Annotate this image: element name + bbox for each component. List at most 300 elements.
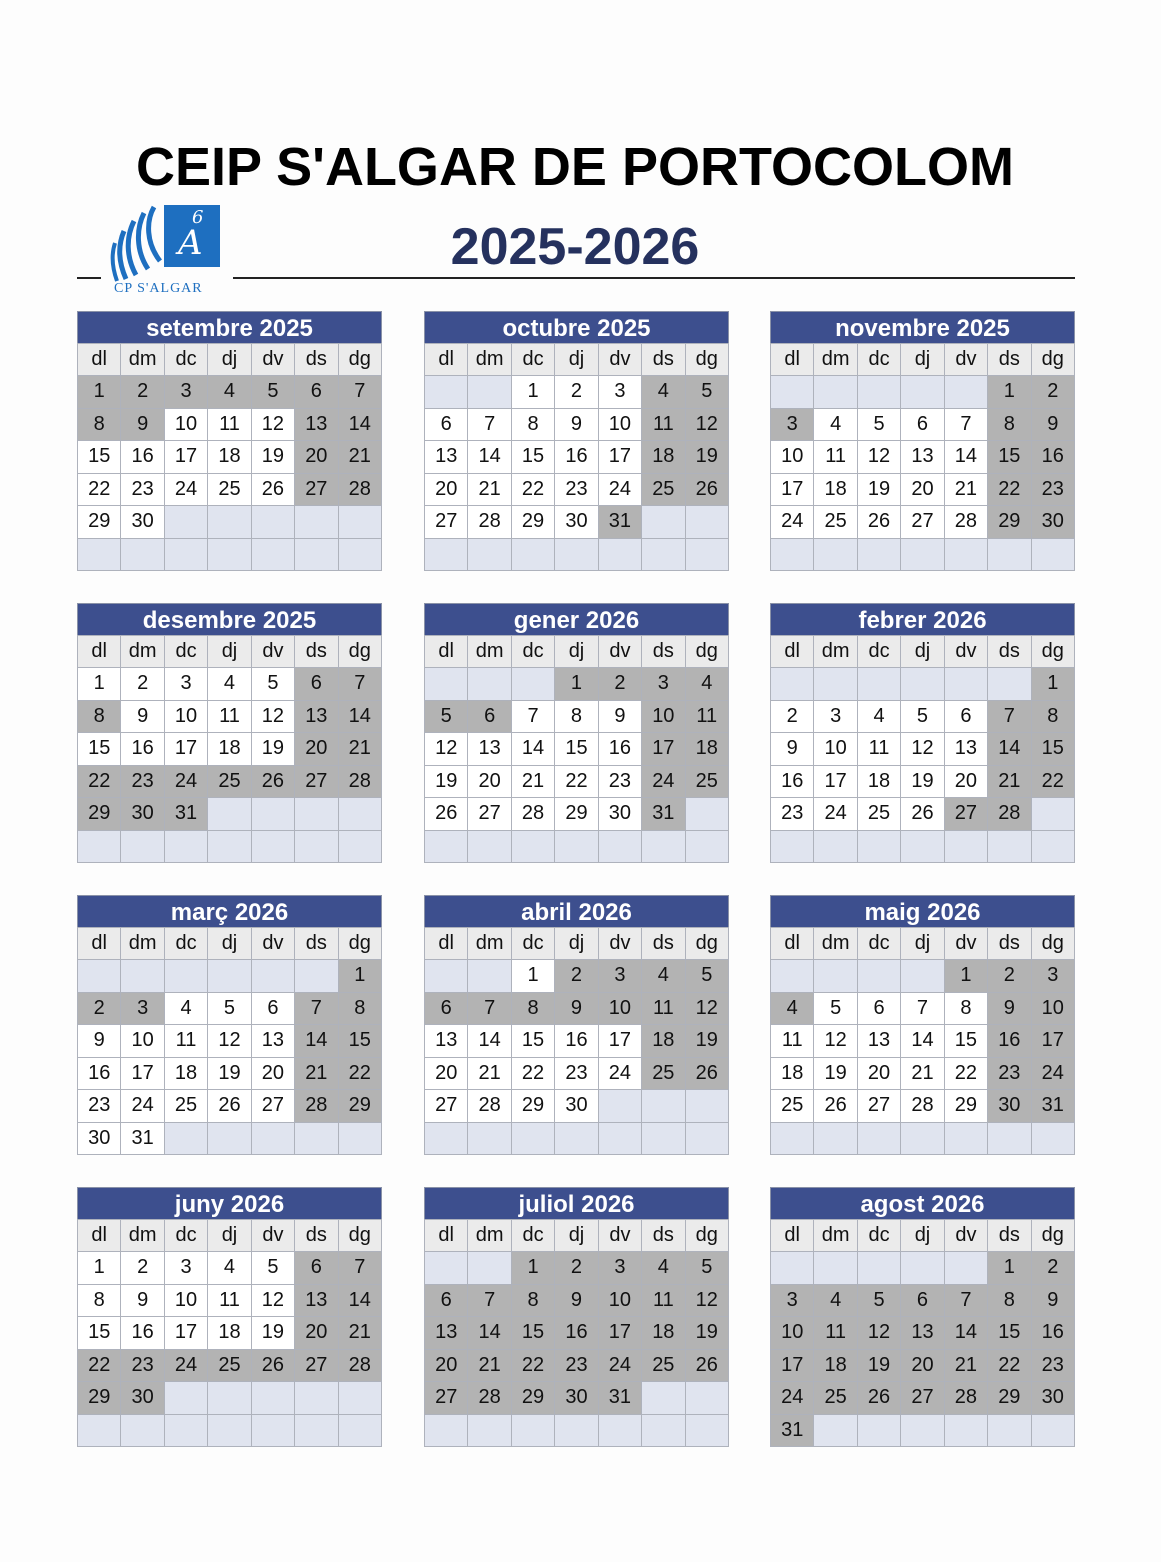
school-day: 5: [814, 992, 857, 1025]
empty-day: [901, 668, 944, 701]
school-day: 11: [208, 408, 251, 441]
holiday-day: 21: [944, 1349, 987, 1382]
school-day: 2: [121, 668, 164, 701]
school-day: 24: [598, 473, 641, 506]
holiday-day: 21: [338, 733, 381, 766]
school-day: 7: [901, 992, 944, 1025]
school-day: 5: [901, 700, 944, 733]
holiday-day: 2: [78, 992, 121, 1025]
holiday-day: 5: [685, 1252, 728, 1285]
weekday-header: ds: [642, 928, 685, 960]
holiday-day: 27: [295, 473, 338, 506]
school-day: 20: [944, 765, 987, 798]
holiday-day: 25: [685, 765, 728, 798]
empty-day: [208, 830, 251, 863]
school-day: 4: [208, 668, 251, 701]
holiday-day: 31: [598, 1382, 641, 1415]
weekday-header: dc: [857, 344, 900, 376]
holiday-day: 7: [468, 1284, 511, 1317]
weekday-header: dv: [944, 1220, 987, 1252]
weekday-header: dl: [771, 636, 814, 668]
empty-day: [857, 830, 900, 863]
empty-day: [814, 1252, 857, 1285]
empty-day: [857, 1252, 900, 1285]
school-day: 19: [425, 765, 468, 798]
holiday-day: 7: [338, 668, 381, 701]
month-grid: [424, 635, 729, 863]
empty-day: [164, 1382, 207, 1415]
empty-day: [555, 538, 598, 571]
school-day: 9: [771, 733, 814, 766]
school-name: CEIP S'ALGAR DE PORTOCOLOM: [136, 137, 1014, 197]
empty-day: [944, 1252, 987, 1285]
weekday-header: dc: [511, 344, 554, 376]
school-day: 28: [944, 506, 987, 539]
holiday-day: 25: [208, 1349, 251, 1382]
holiday-day: 6: [425, 1284, 468, 1317]
empty-day: [164, 1414, 207, 1447]
holiday-day: 23: [1031, 1349, 1074, 1382]
empty-day: [208, 1122, 251, 1155]
school-day: 5: [251, 1252, 294, 1285]
school-day: 25: [164, 1090, 207, 1123]
school-day: 27: [425, 506, 468, 539]
school-day: 5: [857, 408, 900, 441]
school-day: 12: [251, 700, 294, 733]
holiday-day: 13: [901, 1317, 944, 1350]
holiday-day: 7: [468, 992, 511, 1025]
holiday-day: 24: [598, 1349, 641, 1382]
empty-day: [814, 668, 857, 701]
holiday-day: 10: [771, 1317, 814, 1350]
school-day: 6: [901, 408, 944, 441]
holiday-day: 8: [511, 1284, 554, 1317]
weekday-header: dl: [425, 1220, 468, 1252]
school-day: 21: [468, 1057, 511, 1090]
empty-day: [251, 830, 294, 863]
school-day: 26: [251, 473, 294, 506]
holiday-day: 4: [685, 668, 728, 701]
empty-day: [685, 1122, 728, 1155]
month-calendar: [77, 1187, 382, 1447]
holiday-day: 24: [642, 765, 685, 798]
empty-day: [511, 830, 554, 863]
empty-day: [78, 538, 121, 571]
empty-day: [338, 538, 381, 571]
empty-day: [164, 960, 207, 993]
holiday-day: 20: [295, 1317, 338, 1350]
month-calendar: [424, 895, 729, 1155]
school-day: 14: [901, 1025, 944, 1058]
empty-day: [988, 668, 1031, 701]
school-day: 13: [251, 1025, 294, 1058]
holiday-day: 19: [685, 1317, 728, 1350]
school-day: 6: [425, 408, 468, 441]
school-day: 26: [857, 506, 900, 539]
weekday-header: dm: [468, 344, 511, 376]
holiday-day: 15: [338, 1025, 381, 1058]
weekday-header: dm: [814, 636, 857, 668]
empty-day: [425, 1252, 468, 1285]
holiday-day: 20: [295, 441, 338, 474]
holiday-day: 17: [1031, 1025, 1074, 1058]
empty-day: [295, 506, 338, 539]
holiday-day: 27: [295, 765, 338, 798]
school-day: 24: [164, 473, 207, 506]
weekday-header: dm: [121, 636, 164, 668]
weekday-header: ds: [988, 1220, 1031, 1252]
school-day: 16: [555, 441, 598, 474]
empty-day: [685, 1090, 728, 1123]
school-day: 29: [511, 1090, 554, 1123]
holiday-day: 14: [338, 1284, 381, 1317]
weekday-header: ds: [988, 928, 1031, 960]
holiday-day: 17: [771, 1349, 814, 1382]
empty-day: [771, 538, 814, 571]
school-day: 22: [511, 1057, 554, 1090]
empty-day: [857, 960, 900, 993]
holiday-day: 3: [598, 1252, 641, 1285]
school-day: 16: [121, 1317, 164, 1350]
holiday-day: 26: [685, 473, 728, 506]
holiday-day: 10: [598, 992, 641, 1025]
empty-day: [901, 376, 944, 409]
empty-day: [121, 960, 164, 993]
empty-day: [685, 1414, 728, 1447]
holiday-day: 26: [251, 1349, 294, 1382]
school-day: 12: [208, 1025, 251, 1058]
holiday-day: 9: [1031, 408, 1074, 441]
school-day: 23: [78, 1090, 121, 1123]
school-day: 12: [814, 1025, 857, 1058]
holiday-day: 12: [685, 992, 728, 1025]
empty-day: [338, 506, 381, 539]
holiday-day: 17: [598, 1317, 641, 1350]
month-grid: [770, 343, 1075, 571]
school-day: 11: [208, 700, 251, 733]
school-day: 20: [901, 473, 944, 506]
school-day: 12: [857, 441, 900, 474]
weekday-header: dv: [251, 1220, 294, 1252]
school-day: 19: [857, 473, 900, 506]
school-day: 16: [78, 1057, 121, 1090]
school-day: 9: [78, 1025, 121, 1058]
empty-day: [251, 1414, 294, 1447]
holiday-day: 24: [164, 1349, 207, 1382]
school-day: 28: [468, 1090, 511, 1123]
holiday-day: 18: [642, 1317, 685, 1350]
school-day: 29: [511, 506, 554, 539]
empty-day: [642, 1382, 685, 1415]
empty-day: [425, 1122, 468, 1155]
school-day: 14: [468, 1025, 511, 1058]
school-day: 15: [78, 441, 121, 474]
school-day: 18: [164, 1057, 207, 1090]
school-day: 23: [121, 473, 164, 506]
weekday-header: dm: [814, 928, 857, 960]
school-logo: [104, 197, 230, 301]
empty-day: [1031, 1414, 1074, 1447]
empty-day: [164, 538, 207, 571]
holiday-day: 5: [425, 700, 468, 733]
school-day: 4: [208, 1252, 251, 1285]
weekday-header: dm: [121, 928, 164, 960]
weekday-header: dg: [685, 344, 728, 376]
holiday-day: 29: [338, 1090, 381, 1123]
holiday-day: 10: [642, 700, 685, 733]
weekday-header: dm: [814, 344, 857, 376]
holiday-day: 1: [988, 376, 1031, 409]
empty-day: [988, 830, 1031, 863]
holiday-day: 15: [988, 441, 1031, 474]
school-day: 12: [425, 733, 468, 766]
month-grid: [424, 927, 729, 1155]
school-day: 17: [598, 441, 641, 474]
empty-day: [857, 376, 900, 409]
school-day: 4: [164, 992, 207, 1025]
empty-day: [338, 1122, 381, 1155]
school-day: 3: [164, 1252, 207, 1285]
school-day: 12: [251, 408, 294, 441]
weekday-header: dl: [771, 1220, 814, 1252]
month-grid: [77, 343, 382, 571]
weekday-header: dl: [78, 1220, 121, 1252]
holiday-day: 12: [685, 1284, 728, 1317]
empty-day: [295, 830, 338, 863]
holiday-day: 3: [121, 992, 164, 1025]
empty-day: [944, 1122, 987, 1155]
holiday-day: 8: [988, 1284, 1031, 1317]
holiday-day: 26: [685, 1349, 728, 1382]
holiday-day: 1: [1031, 668, 1074, 701]
header-rule-left: [77, 277, 101, 279]
school-day: 30: [598, 798, 641, 831]
holiday-day: 2: [555, 1252, 598, 1285]
empty-day: [988, 538, 1031, 571]
weekday-header: dj: [555, 928, 598, 960]
weekday-header: dv: [944, 928, 987, 960]
holiday-day: 15: [511, 1317, 554, 1350]
school-day: 25: [814, 506, 857, 539]
month-grid: [770, 927, 1075, 1155]
weekday-header: dm: [468, 1220, 511, 1252]
month-calendar: [424, 1187, 729, 1447]
empty-day: [511, 1414, 554, 1447]
holiday-day: 8: [78, 700, 121, 733]
weekday-header: dv: [944, 636, 987, 668]
month-grid: [77, 635, 382, 863]
holiday-day: 3: [1031, 960, 1074, 993]
holiday-day: 16: [988, 1025, 1031, 1058]
weekday-header: dm: [121, 344, 164, 376]
school-day: 1: [511, 960, 554, 993]
school-day: 22: [944, 1057, 987, 1090]
school-day: 28: [511, 798, 554, 831]
school-day: 9: [121, 1284, 164, 1317]
holiday-day: 19: [857, 1349, 900, 1382]
holiday-day: 6: [468, 700, 511, 733]
empty-day: [598, 538, 641, 571]
holiday-day: 18: [685, 733, 728, 766]
holiday-day: 11: [642, 408, 685, 441]
holiday-day: 24: [164, 765, 207, 798]
school-day: 30: [555, 1090, 598, 1123]
holiday-day: 29: [988, 1382, 1031, 1415]
weekday-header: dl: [425, 344, 468, 376]
school-day: 18: [208, 441, 251, 474]
weekday-header: ds: [642, 344, 685, 376]
holiday-day: 3: [598, 960, 641, 993]
empty-day: [295, 1382, 338, 1415]
school-day: 10: [814, 733, 857, 766]
empty-day: [857, 1122, 900, 1155]
holiday-day: 6: [295, 668, 338, 701]
school-day: 23: [555, 473, 598, 506]
empty-day: [814, 376, 857, 409]
month-title: abril 2026: [424, 895, 729, 927]
school-day: 20: [425, 1057, 468, 1090]
school-day: 30: [78, 1122, 121, 1155]
school-day: 10: [164, 1284, 207, 1317]
weekday-header: dm: [468, 928, 511, 960]
month-grid: [424, 343, 729, 571]
empty-day: [425, 960, 468, 993]
school-day: 2: [121, 1252, 164, 1285]
school-day: 1: [78, 1252, 121, 1285]
empty-day: [295, 1414, 338, 1447]
empty-day: [814, 1414, 857, 1447]
school-day: 24: [598, 1057, 641, 1090]
holiday-day: 17: [642, 733, 685, 766]
school-day: 21: [511, 765, 554, 798]
holiday-day: 23: [121, 765, 164, 798]
header-rule-right: [233, 277, 1075, 279]
holiday-day: 1: [944, 960, 987, 993]
holiday-day: 11: [642, 992, 685, 1025]
holiday-day: 20: [901, 1349, 944, 1382]
school-day: 16: [555, 1025, 598, 1058]
weekday-header: dg: [685, 636, 728, 668]
holiday-day: 1: [511, 1252, 554, 1285]
school-day: 21: [468, 473, 511, 506]
month-grid: [770, 635, 1075, 863]
empty-day: [944, 538, 987, 571]
holiday-day: 26: [685, 1057, 728, 1090]
school-day: 2: [771, 700, 814, 733]
school-day: 27: [425, 1090, 468, 1123]
school-day: 7: [511, 700, 554, 733]
holiday-day: 22: [511, 1349, 554, 1382]
weekday-header: dl: [425, 928, 468, 960]
school-day: 20: [425, 473, 468, 506]
weekday-header: dc: [511, 1220, 554, 1252]
empty-day: [857, 668, 900, 701]
school-day: 14: [468, 441, 511, 474]
school-day: 31: [121, 1122, 164, 1155]
school-day: 10: [164, 408, 207, 441]
holiday-day: 4: [208, 376, 251, 409]
empty-day: [771, 1122, 814, 1155]
weekday-header: ds: [295, 344, 338, 376]
empty-day: [251, 960, 294, 993]
holiday-day: 28: [944, 1382, 987, 1415]
school-day: 8: [78, 1284, 121, 1317]
holiday-day: 21: [295, 1057, 338, 1090]
school-day: 22: [555, 765, 598, 798]
school-day: 10: [771, 441, 814, 474]
empty-day: [771, 1252, 814, 1285]
school-day: 19: [208, 1057, 251, 1090]
school-day: 11: [771, 1025, 814, 1058]
school-day: 24: [814, 798, 857, 831]
empty-day: [208, 538, 251, 571]
school-day: 11: [857, 733, 900, 766]
school-day: 15: [511, 1025, 554, 1058]
holiday-day: 28: [988, 798, 1031, 831]
month-grid: [770, 1219, 1075, 1447]
holiday-day: 20: [295, 733, 338, 766]
school-day: 16: [771, 765, 814, 798]
holiday-day: 26: [251, 765, 294, 798]
weekday-header: dm: [468, 636, 511, 668]
school-day: 23: [555, 1057, 598, 1090]
holiday-day: 30: [555, 1382, 598, 1415]
school-day: 14: [511, 733, 554, 766]
empty-day: [425, 668, 468, 701]
empty-day: [121, 538, 164, 571]
holiday-day: 28: [338, 473, 381, 506]
holiday-day: 30: [988, 1090, 1031, 1123]
weekday-header: dj: [901, 636, 944, 668]
school-day: 30: [555, 506, 598, 539]
holiday-day: 24: [771, 1382, 814, 1415]
empty-day: [208, 960, 251, 993]
empty-day: [78, 1414, 121, 1447]
holiday-day: 1: [555, 668, 598, 701]
holiday-day: 13: [295, 1284, 338, 1317]
school-day: 5: [251, 668, 294, 701]
weekday-header: dg: [338, 1220, 381, 1252]
school-day: 25: [857, 798, 900, 831]
weekday-header: dg: [1031, 636, 1074, 668]
school-day: 26: [901, 798, 944, 831]
holiday-day: 28: [338, 765, 381, 798]
holiday-day: 10: [1031, 992, 1074, 1025]
empty-day: [338, 830, 381, 863]
holiday-day: 21: [988, 765, 1031, 798]
empty-day: [251, 1382, 294, 1415]
holiday-day: 7: [988, 700, 1031, 733]
weekday-header: dc: [857, 1220, 900, 1252]
empty-day: [685, 1382, 728, 1415]
holiday-day: 23: [121, 1349, 164, 1382]
school-day: 23: [771, 798, 814, 831]
holiday-day: 8: [511, 992, 554, 1025]
holiday-day: 1: [338, 960, 381, 993]
month-calendar: [424, 603, 729, 863]
school-day: 18: [771, 1057, 814, 1090]
empty-day: [164, 830, 207, 863]
school-day: 19: [251, 733, 294, 766]
holiday-day: 25: [208, 765, 251, 798]
school-day: 17: [598, 1025, 641, 1058]
weekday-header: ds: [642, 636, 685, 668]
month-title: setembre 2025: [77, 311, 382, 343]
holiday-day: 4: [642, 376, 685, 409]
holiday-day: 15: [988, 1317, 1031, 1350]
holiday-day: 31: [598, 506, 641, 539]
empty-day: [988, 1414, 1031, 1447]
